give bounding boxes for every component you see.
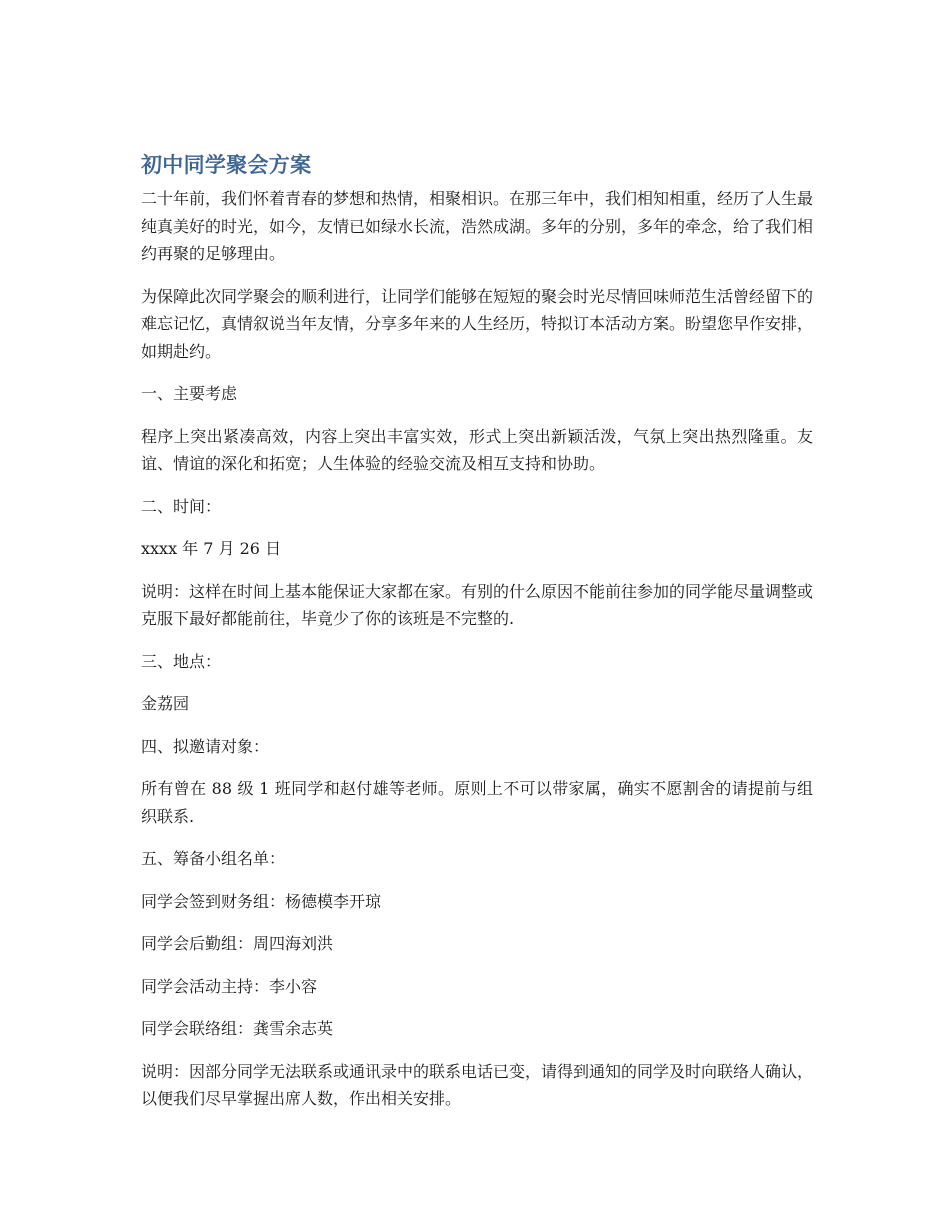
- section-heading-location: 三、地点：: [141, 651, 222, 671]
- document-title: 初中同学聚会方案: [141, 153, 312, 177]
- considerations-paragraph: 程序上突出紧凑高效，内容上突出丰富实效，形式上突出新颖活泼，气氛上突出热烈隆重。友谊、情谊的深化和拓宽；人生体验的经验交流及相互支持和协助。: [141, 426, 813, 473]
- committee-logistics-group: 同学会后勤组：周四海刘洪: [141, 934, 334, 953]
- purpose-paragraph: 为保障此次同学聚会的顺利进行，让同学们能够在短短的聚会时光尽情回味师范生活曾经留下的难忘记忆，真情叙说当年友情，分享多年来的人生经历，特拟订本活动方案。盼望您早作安排，如期赴约。: [141, 286, 814, 361]
- event-date: xxxx 年 7 月 26 日: [141, 539, 282, 558]
- contact-note-paragraph: 说明：因部分同学无法联系或通讯录中的联系电话已变，请得到通知的同学及时向联络人确认，以便我们尽早掌握出席人数，作出相关安排。: [141, 1061, 814, 1108]
- committee-liaison-group: 同学会联络组：龚雪余志英: [141, 1019, 334, 1038]
- committee-host: 同学会活动主持：李小容: [141, 976, 318, 996]
- section-heading-invitees: 四、拟邀请对象：: [141, 736, 270, 756]
- section-heading-committee: 五、筹备小组名单：: [141, 849, 286, 868]
- section-heading-considerations: 一、主要考虑: [141, 384, 238, 403]
- event-location: 金荔园: [141, 694, 190, 713]
- intro-paragraph: 二十年前，我们怀着青春的梦想和热情，相聚相识。在那三年中，我们相知相重，经历了人生最纯真美好的时光，如今，友情已如绿水长流，浩然成湖。多年的分别，多年的牵念，给了我们相约再聚的足够理由。: [141, 189, 814, 263]
- time-note-paragraph: 说明：这样在时间上基本能保证大家都在家。有别的什么原因不能前往参加的同学能尽量调整或克服下最好都能前往，毕竟少了你的该班是不完整的.: [141, 581, 814, 628]
- committee-finance-group: 同学会签到财务组：杨德模李开琼: [141, 891, 382, 911]
- invitees-paragraph: 所有曾在 88 级 1 班同学和赵付雄等老师。原则上不可以带家属，确实不愿割舍的请提前与组织联系.: [141, 779, 813, 826]
- section-heading-time: 二、时间：: [141, 496, 222, 516]
- document-body: [141, 147, 813, 1128]
